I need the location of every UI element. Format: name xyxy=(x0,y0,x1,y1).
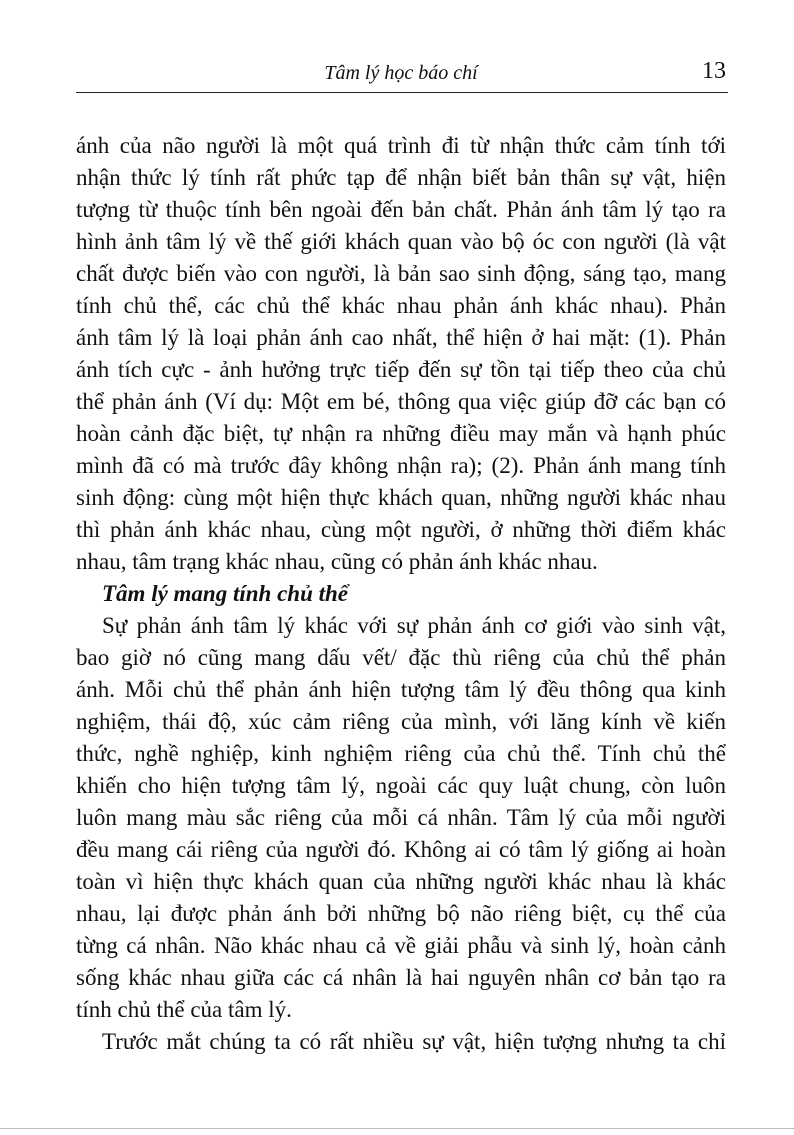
text-line: sống khác nhau giữa các cá nhân là hai nguyên nhân cơ bản tạo ra xyxy=(76,965,726,990)
text-line: luôn mang màu sắc riêng của mỗi cá nhân. Tâm lý của mỗi người xyxy=(76,805,726,830)
text-line: hoàn cảnh đặc biệt, tự nhận ra những điều may mắn và hạnh phúc xyxy=(76,421,726,446)
text-line: từng cá nhân. Não khác nhau cả về giải phẫu và sinh lý, hoàn cảnh xyxy=(76,933,726,958)
text-line: ánh. Mỗi chủ thể phản ánh hiện tượng tâm lý đều thông qua kinh xyxy=(76,677,726,702)
text-line: thức, nghề nghiệp, kinh nghiệm riêng của chủ thể. Tính chủ thể xyxy=(76,741,726,766)
text-line: bao giờ nó cũng mang dấu vết/ đặc thù riêng của chủ thể phản xyxy=(76,645,726,670)
text-line: đều mang cái riêng của người đó. Không ai có tâm lý giống ai hoàn xyxy=(76,837,726,862)
page-bottom-edge xyxy=(0,1128,794,1129)
text-line: thì phản ánh khác nhau, cùng một người, ở những thời điểm khác xyxy=(76,517,726,542)
text-line: Sự phản ánh tâm lý khác với sự phản ánh cơ giới vào sinh vật, xyxy=(102,613,726,638)
text-line: nghiệm, thái độ, xúc cảm riêng của mình, với lăng kính về kiến xyxy=(76,709,726,734)
text-line: ánh tâm lý là loại phản ánh cao nhất, thể hiện ở hai mặt: (1). Phản xyxy=(76,325,726,350)
text-line: thể phản ánh (Ví dụ: Một em bé, thông qua việc giúp đỡ các bạn có xyxy=(76,389,726,414)
text-line: tượng từ thuộc tính bên ngoài đến bản chất. Phản ánh tâm lý tạo ra xyxy=(76,197,726,222)
text-line: nhau, tâm trạng khác nhau, cũng có phản ánh khác nhau. xyxy=(76,549,598,574)
paragraph-1 xyxy=(76,130,726,578)
paragraph-2 xyxy=(76,610,726,1026)
text-line: khiến cho hiện tượng tâm lý, ngoài các quy luật chung, còn luôn xyxy=(76,773,726,798)
text-line: sinh động: cùng một hiện thực khách quan, những người khác nhau xyxy=(76,485,726,510)
header-rule xyxy=(76,92,728,93)
running-title: Tâm lý học báo chí xyxy=(324,62,478,84)
text-line: mình đã có mà trước đây không nhận ra); (2). Phản ánh mang tính xyxy=(76,453,726,478)
text-line: hình ảnh tâm lý về thế giới khách quan vào bộ óc con người (là vật xyxy=(76,229,726,254)
paragraph-3 xyxy=(76,1026,726,1058)
text-line: nhận thức lý tính rất phức tạp để nhận biết bản thân sự vật, hiện xyxy=(76,165,726,190)
text-line: tính chủ thể, các chủ thể khác nhau phản ánh khác nhau). Phản xyxy=(76,293,726,318)
text-line: Trước mắt chúng ta có rất nhiều sự vật, hiện tượng nhưng ta chỉ xyxy=(102,1029,726,1054)
page-number: 13 xyxy=(702,58,726,84)
text-line: ánh của não người là một quá trình đi từ nhận thức cảm tính tới xyxy=(76,133,726,158)
text-line: tính chủ thể của tâm lý. xyxy=(76,997,292,1022)
text-line: ánh tích cực - ảnh hưởng trực tiếp đến sự tồn tại tiếp theo của chủ xyxy=(76,357,726,382)
page-header xyxy=(76,58,726,92)
text-line: toàn vì hiện thực khách quan của những người khác nhau là khác xyxy=(76,869,726,894)
section-heading: Tâm lý mang tính chủ thể xyxy=(102,581,349,606)
text-line: nhau, lại được phản ánh bởi những bộ não riêng biệt, cụ thể của xyxy=(76,901,726,926)
text-line: chất được biến vào con người, là bản sao sinh động, sáng tạo, mang xyxy=(76,261,726,286)
body-text xyxy=(76,130,726,1058)
